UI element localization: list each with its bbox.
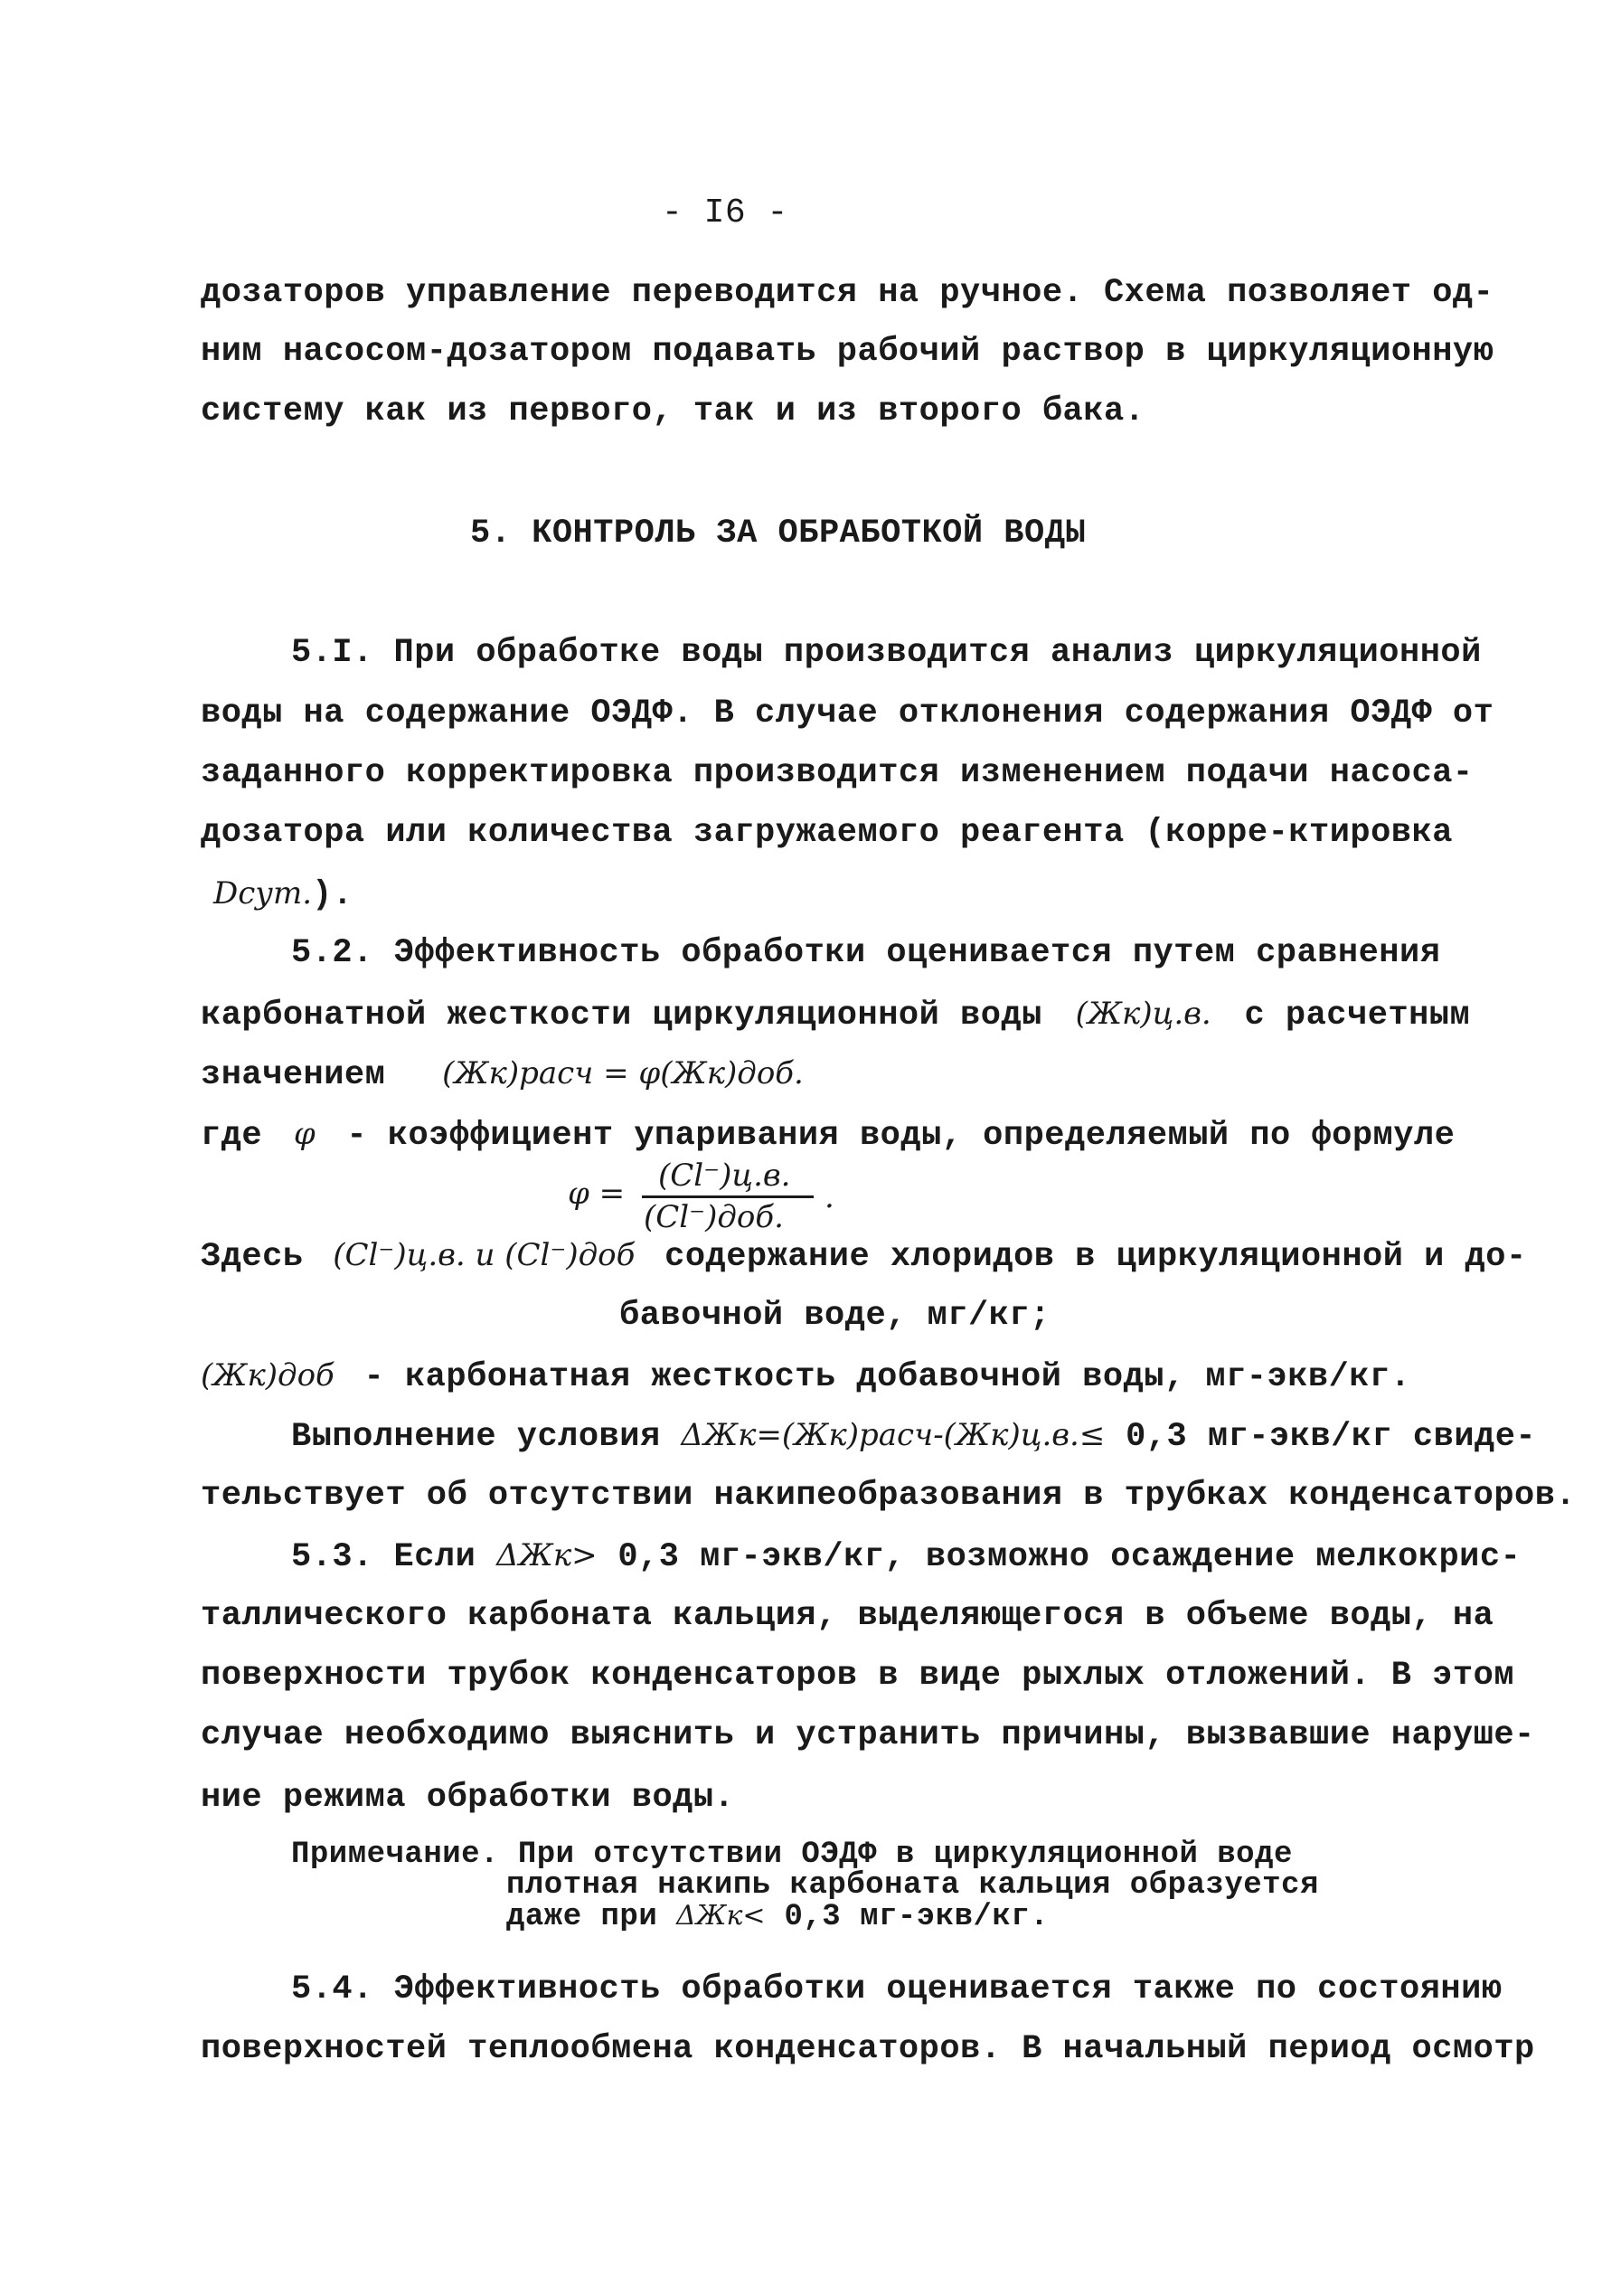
section-title: 5. КОНТРОЛЬ ЗА ОБРАБОТКОЙ ВОДЫ (470, 515, 1087, 553)
p54-line-1: 5.4. Эффективность обработки оценивается также по состоянию (291, 1970, 1503, 2008)
p53-line-2: таллического карбоната кальция, выделяющегося в объеме воды, на (201, 1597, 1494, 1635)
handwritten-chlorides: (Cl⁻)ц.в. и (Cl⁻)доб (333, 1237, 636, 1273)
p53-line-4: случае необходимо выяснить и устранить причины, вызвавшие наруше- (201, 1716, 1535, 1754)
p51-line-2: воды на содержание ОЭДФ. В случае отклонения содержания ОЭДФ от (201, 694, 1494, 732)
p52-line-6: Здесь (Cl⁻)ц.в. и (Cl⁻)доб содержание хлоридов в циркуляционной и до- (201, 1237, 1527, 1276)
formula-period: . (825, 1179, 834, 1215)
note-line-2: плотная накипь карбоната кальция образуется (506, 1868, 1319, 1903)
p52-line-1: 5.2. Эффективность обработки оценивается путем сравнения (291, 934, 1441, 972)
p52-line-4: где φ - коэффициент упаривания воды, определяемый по формуле (201, 1116, 1456, 1155)
formula-fraction-bar (642, 1195, 814, 1198)
p52-line-7: бавочной воде, мг/кг; (619, 1297, 1051, 1335)
handwritten-delta-gt: ΔЖк> (496, 1537, 598, 1573)
p52-line-2: карбонатной жесткости циркуляционной воды (Жк)ц.в. с расчетным (201, 996, 1471, 1035)
p52-line-10: тельствует об отсутствии накипеобразования в трубках конденсаторов. (201, 1477, 1577, 1515)
formula-denominator: (Cl⁻)доб. (644, 1199, 784, 1235)
page-number: - I6 - (662, 194, 788, 232)
formula-lhs: φ = (568, 1176, 626, 1212)
note-line-3: даже при ΔЖк< 0,3 мг-экв/кг. (506, 1900, 1050, 1934)
p53-line-1: 5.3. Если ΔЖк> 0,3 мг-экв/кг, возможно осаждение мелкокрис- (291, 1537, 1522, 1576)
p51-line-4: дозатора или количества загружаемого реагента (корре-ктировка (201, 814, 1453, 852)
handwritten-hardness-circ: (Жк)ц.в. (1075, 996, 1211, 1032)
p54-line-2: поверхностей теплообмена конденсаторов. В начальный период осмотр (201, 2030, 1535, 2068)
p51-line-1: 5.I. При обработке воды производится анализ циркуляционной (291, 634, 1482, 672)
p53-line-3: поверхности трубок конденсаторов в виде рыхлых отложений. В этом (201, 1657, 1515, 1695)
handwritten-phi: φ (293, 1116, 316, 1152)
p52-line-8: (Жк)доб - карбонатная жесткость добавочной воды, мг-экв/кг. (201, 1357, 1411, 1396)
handwritten-hardness-add: (Жк)доб (201, 1357, 335, 1394)
intro-line-2: ним насосом-дозатором подавать рабочий раствор в циркуляционную (201, 333, 1494, 371)
note-line-1: Примечание. При отсутствии ОЭДФ в циркуляционной воде (291, 1838, 1293, 1872)
handwritten-delta-condition: ΔЖк=(Жк)расч-(Жк)ц.в.≤ (681, 1417, 1106, 1453)
p51-line-5: Dсут.). (213, 875, 353, 914)
intro-line-1: дозаторов управление переводится на ручное. Схема позволяет од- (201, 274, 1494, 312)
p51-line-3: заданного корректировка производится изменением подачи насоса- (201, 754, 1474, 792)
p52-line-9: Выполнение условия ΔЖк=(Жк)расч-(Жк)ц.в.≤ 0,3 мг-экв/кг свиде- (291, 1417, 1537, 1456)
handwritten-hardness-calc: (Жк)расч = φ(Жк)доб. (442, 1055, 804, 1091)
intro-line-3: систему как из первого, так и из второго бака. (201, 392, 1145, 430)
handwritten-delta-lt: ΔЖк< (676, 1900, 766, 1932)
p53-line-5: ние режима обработки воды. (201, 1779, 735, 1817)
handwritten-d-sut: Dсут. (213, 875, 313, 912)
formula-numerator: (Cl⁻)ц.в. (658, 1157, 791, 1194)
p52-line-3: значением (Жк)расч = φ(Жк)доб. (201, 1055, 804, 1094)
